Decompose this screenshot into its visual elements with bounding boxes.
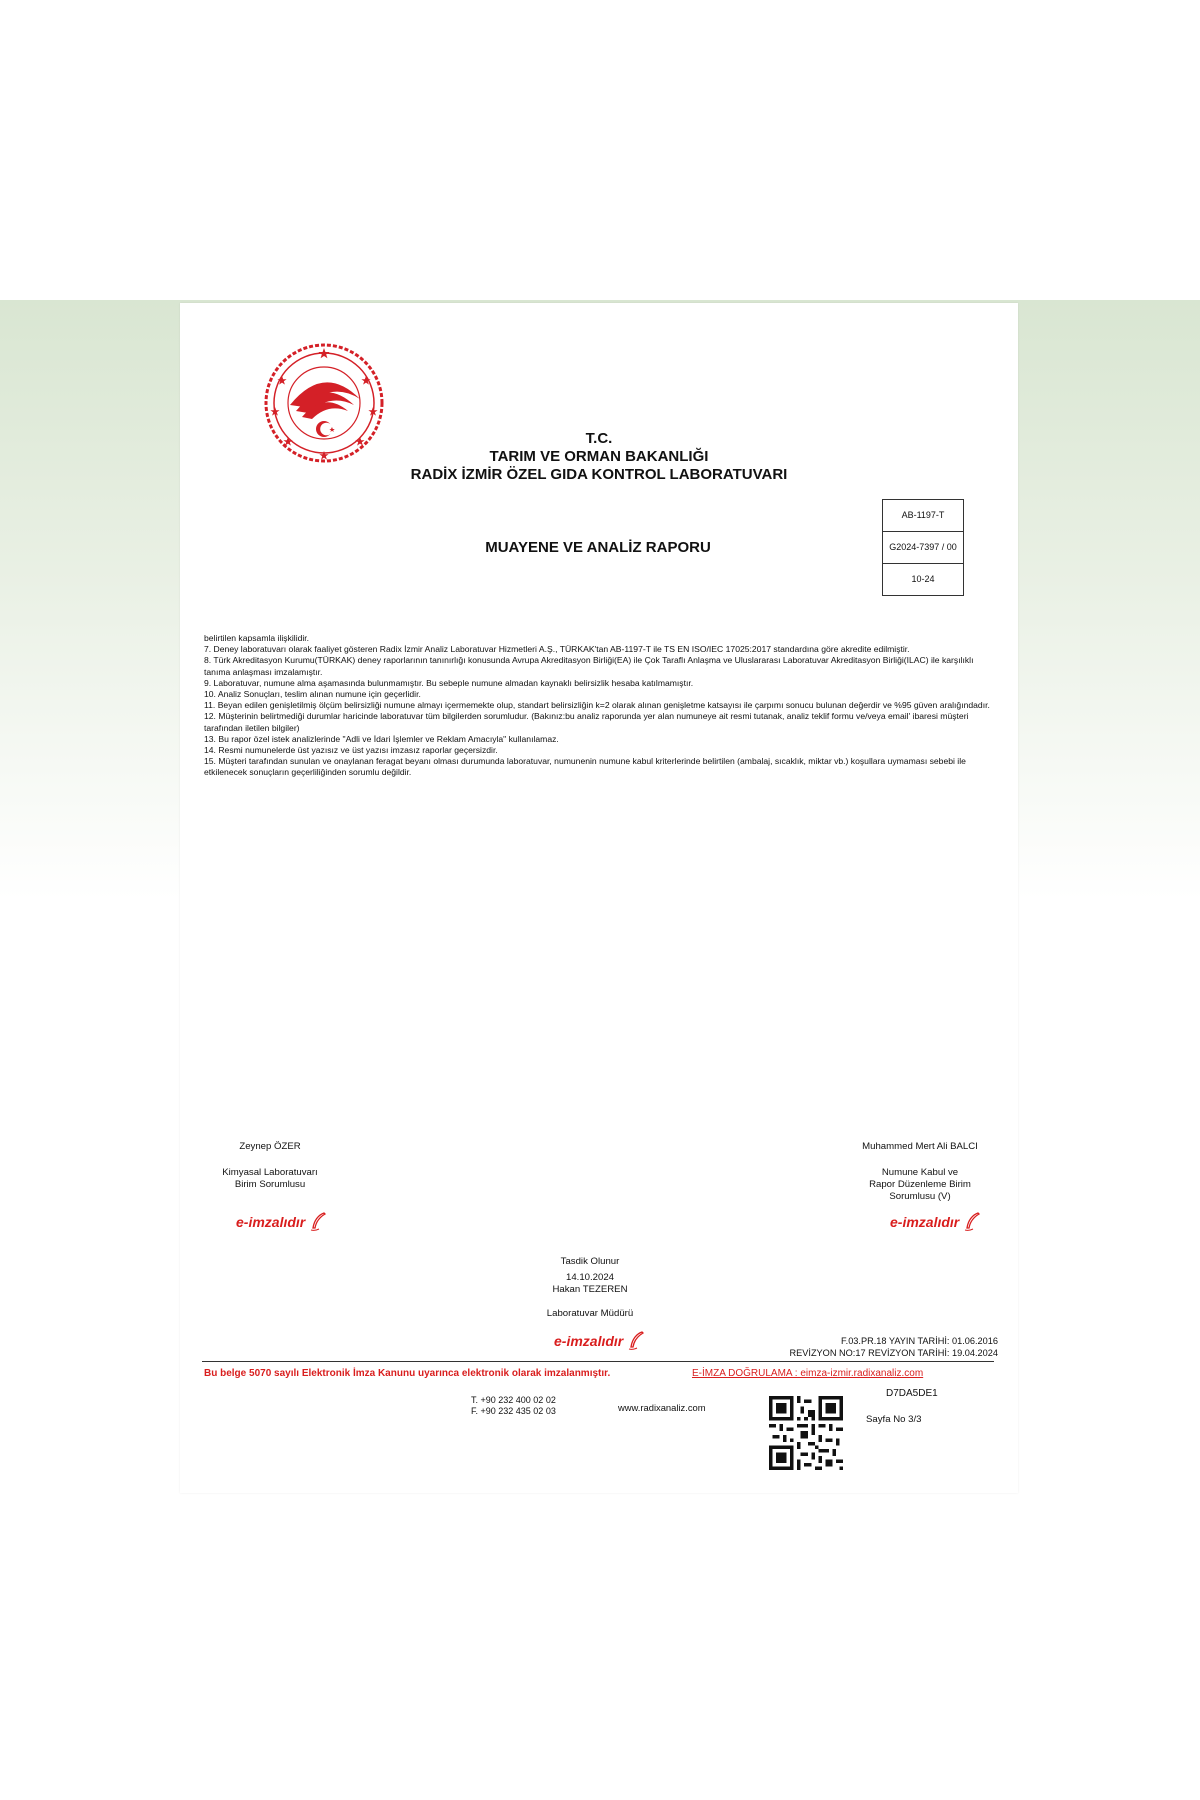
note-item: 11. Beyan edilen genişletilmiş ölçüm belirsizliği numune almayı içermemekte olup, standart belirsizliğin k=2 olarak alınan genişletme katsayısı ile çarpımı sonucu bulunan değerdir ve %95 güven aralığındadır.	[204, 700, 990, 711]
signer-name: Muhammed Mert Ali BALCI	[862, 1141, 978, 1152]
report-code-box	[882, 499, 964, 596]
note-item: 9. Laboratuvar, numune alma aşamasında bulunmamıştır. Bu sebeple numune almadan kaynaklı belirsizlik hesaba katılmamıştır.	[204, 677, 694, 688]
contact-info	[471, 1395, 556, 1417]
e-signature-label: e-imzalıdır	[236, 1214, 306, 1230]
signature-block-right	[820, 1141, 1020, 1203]
signer-role: Numune Kabul ve	[881, 1167, 959, 1178]
report-notes	[204, 633, 994, 779]
phone-number: T. +90 232 400 02 02	[471, 1395, 556, 1405]
signer-role: Rapor Düzenleme Birim	[869, 1179, 971, 1190]
note-item: 14. Resmi numunelerde üst yazısız ve üst yazısı imzasız raporlar geçersizdir.	[204, 745, 498, 756]
header-laboratory: RADİX İZMİR ÖZEL GIDA KONTROL LABORATUVARI	[410, 466, 788, 483]
signature-block-left	[180, 1141, 360, 1191]
approval-label: Tasdik Olunur	[560, 1256, 620, 1267]
footer-divider	[202, 1361, 994, 1362]
fax-number: F. +90 232 435 02 03	[471, 1406, 556, 1416]
note-item: 10. Analiz Sonuçları, teslim alınan numune için geçerlidir.	[204, 689, 421, 700]
form-revision-info	[760, 1336, 998, 1359]
qr-code	[769, 1396, 843, 1470]
note-item: 12. Müşterinin belirtmediği durumlar haricinde laboratuvar tüm bilgilerden sorumludur. (Bakınız:bu analiz raporunda yer alan numuneye ait resmi tutanak, analiz teklif formu ve/veya email' ibaresi müşteri tarafından iletilen bilgiler)	[204, 711, 969, 733]
signer-role: Birim Sorumlusu	[234, 1179, 306, 1190]
approval-date: 14.10.2024	[565, 1272, 614, 1283]
header-ministry: TARIM VE ORMAN BAKANLIĞI	[489, 448, 709, 465]
quill-pen-icon	[963, 1212, 981, 1232]
e-signature-verification-link[interactable]: E-İMZA DOĞRULAMA : eimza-izmir.radixanaliz.com	[692, 1368, 924, 1379]
report-page	[180, 303, 1018, 1493]
report-title: MUAYENE VE ANALİZ RAPORU	[485, 539, 711, 556]
quill-pen-icon	[627, 1331, 645, 1351]
revision-info: REVİZYON NO:17 REVİZYON TARİHİ: 19.04.2024	[789, 1347, 998, 1358]
quill-pen-icon	[309, 1212, 327, 1232]
form-code: F.03.PR.18 YAYIN TARİHİ: 01.06.2016	[841, 1336, 998, 1346]
e-signature-stamp-right	[890, 1212, 981, 1232]
note-item: belirtilen kapsamla ilişkilidir.	[204, 633, 310, 643]
accreditation-code: AB-1197-T	[883, 500, 963, 532]
e-signature-stamp-middle	[554, 1331, 645, 1351]
e-signature-legal-notice: Bu belge 5070 sayılı Elektronik İmza Kanunu uyarınca elektronik olarak imzalanmıştır.	[204, 1368, 611, 1379]
note-item: 8. Türk Akreditasyon Kurumu(TÜRKAK) deney raporlarının tanınırlığı konusunda Avrupa Akreditasyon Birliği(EA) ile Çok Taraflı Anlaşma ve Uluslararası Laboratuvar Akreditasyon Birliği(ILAC) ile karşılıklı tanıma anlaşması imzalamıştır.	[204, 655, 974, 677]
e-signature-label: e-imzalıdır	[554, 1333, 624, 1349]
report-period: 10-24	[911, 574, 935, 584]
header-tc: T.C.	[585, 430, 613, 447]
note-item: 13. Bu rapor özel istek analizlerinde "Adli ve İdari İşlemler ve Reklam Amacıyla" kullanılamaz.	[204, 733, 559, 744]
note-item: 7. Deney laboratuvarı olarak faaliyet gösteren Radix İzmir Analiz Laboratuvar Hizmetleri A.Ş., TÜRKAK'tan AB-1197-T ile TS EN ISO/IEC 17025:2017 standardına göre akredite edilmiştir.	[204, 644, 910, 655]
e-signature-stamp-left	[236, 1212, 327, 1232]
signer-role: Sorumlusu (V)	[889, 1191, 951, 1202]
report-number: G2024-7397 / 00	[883, 532, 963, 564]
approval-block	[470, 1256, 710, 1320]
page-number: Sayfa No 3/3	[866, 1414, 922, 1425]
signer-name: Zeynep ÖZER	[239, 1141, 301, 1152]
website-link[interactable]: www.radixanaliz.com	[618, 1402, 706, 1413]
approver-name: Hakan TEZEREN	[552, 1284, 628, 1295]
signer-role: Kimyasal Laboratuvarı	[222, 1167, 318, 1178]
approver-role: Laboratuvar Müdürü	[546, 1308, 634, 1319]
e-signature-label: e-imzalıdır	[890, 1214, 960, 1230]
document-hash: D7DA5DE1	[886, 1388, 938, 1399]
note-item: 15. Müşteri tarafından sunulan ve onaylanan feragat beyanı olması durumunda laboratuvar, numunenin numune kabul kriterlerinde belirtilen (ambalaj, sıcaklık, miktar vb.) koşullara uymaması sebebi ile etkilenecek sonuçların geçerliliğinden sorumlu değildir.	[204, 756, 966, 778]
